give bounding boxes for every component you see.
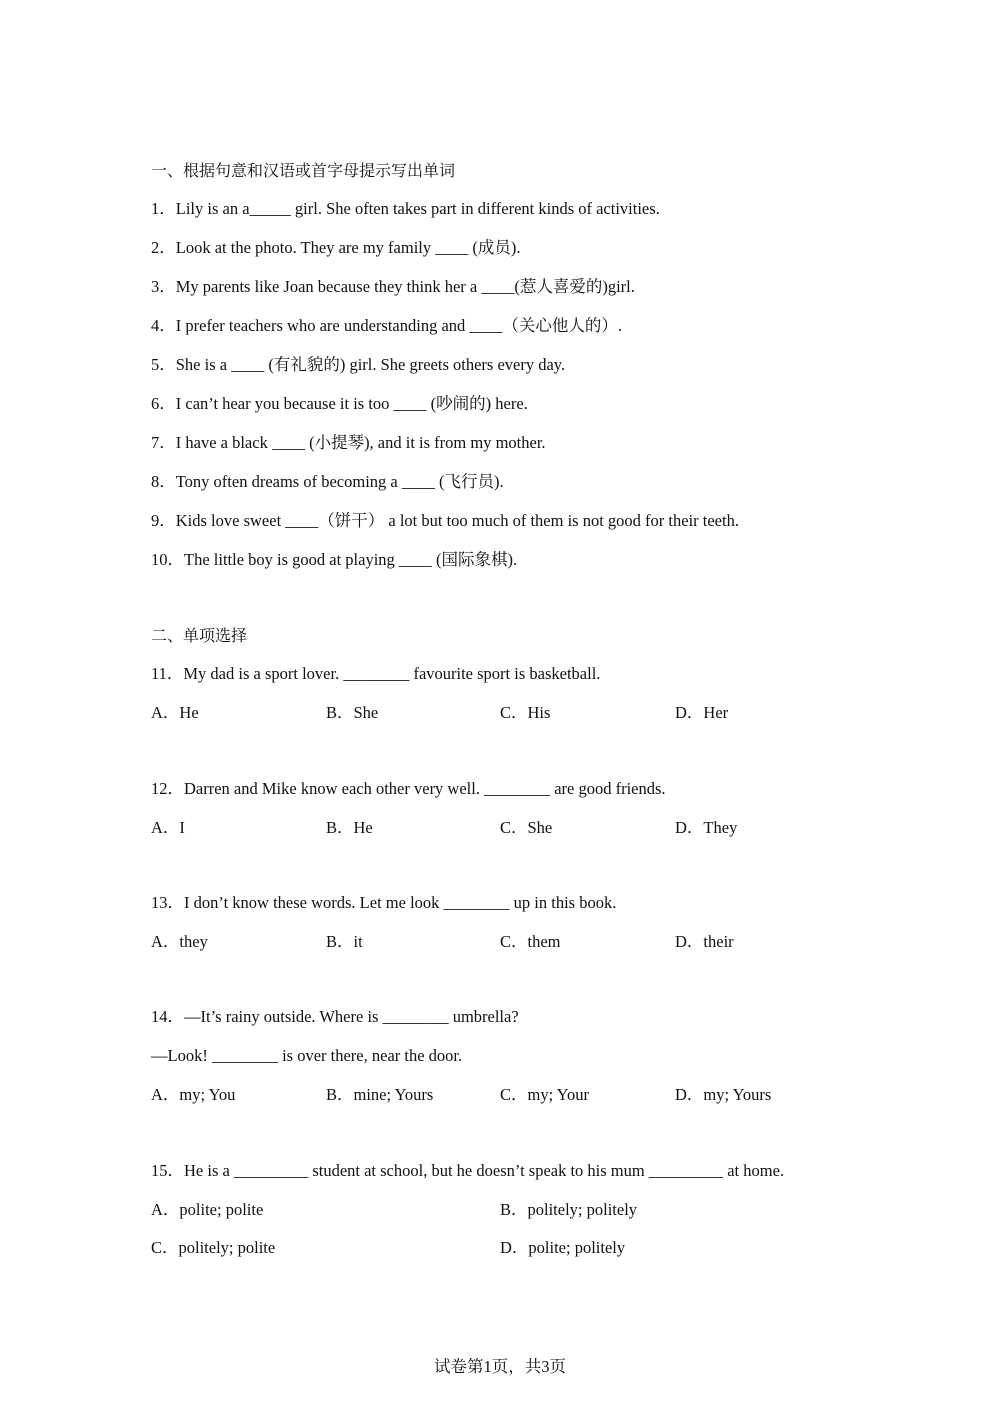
question-14-stem: 14．—It’s rainy outside. Where is ________ umbrella? [151, 1007, 519, 1026]
fill-item-10: 10．The little boy is good at playing ____ (国际象棋). [151, 550, 518, 569]
question-13-option-a: A．they [151, 932, 208, 951]
question-11-stem: 11．My dad is a sport lover. ________ favourite sport is basketball. [151, 664, 601, 683]
question-13-stem: 13．I don’t know these words. Let me look ________ up in this book. [151, 893, 617, 912]
question-15-stem: 15．He is a _________ student at school, but he doesn’t speak to his mum _________ at home. [151, 1161, 785, 1180]
question-14-option-d: D．my; Yours [675, 1085, 772, 1104]
fill-item-7: 7．I have a black ____ (小提琴), and it is from my mother. [151, 433, 546, 452]
question-11-option-c: C．His [500, 703, 551, 722]
question-12-stem: 12．Darren and Mike know each other very well. ________ are good friends. [151, 779, 666, 798]
question-11-option-d: D．Her [675, 703, 729, 722]
question-12-option-a: A．I [151, 818, 185, 837]
fill-item-4: 4．I prefer teachers who are understanding and ____（关心他人的）. [151, 316, 623, 335]
fill-item-5: 5．She is a ____ (有礼貌的) girl. She greets others every day. [151, 355, 566, 374]
fill-item-8: 8．Tony often dreams of becoming a ____ (飞行员). [151, 472, 504, 491]
question-13-option-b: B．it [326, 932, 363, 951]
question-15-option-a: A．polite; polite [151, 1200, 264, 1219]
question-12-option-c: C．She [500, 818, 553, 837]
section-1-heading: 一、根据句意和汉语或首字母提示写出单词 [151, 161, 456, 180]
fill-item-6: 6．I can’t hear you because it is too ____ (吵闹的) here. [151, 394, 528, 413]
question-11-option-b: B．She [326, 703, 379, 722]
fill-item-9: 9．Kids love sweet ____（饼干） a lot but too much of them is not good for their teeth. [151, 511, 739, 530]
question-13-option-d: D．their [675, 932, 734, 951]
fill-item-3: 3．My parents like Joan because they think her a ____(惹人喜爱的)girl. [151, 277, 635, 296]
question-11-option-a: A．He [151, 703, 199, 722]
question-14-option-c: C．my; Your [500, 1085, 589, 1104]
question-14-stem-reply: —Look! ________ is over there, near the door. [151, 1046, 463, 1065]
fill-item-2: 2．Look at the photo. They are my family ____ (成员). [151, 238, 521, 257]
question-15-option-c: C．politely; polite [151, 1238, 276, 1257]
question-12-option-b: B．He [326, 818, 373, 837]
question-14-option-b: B．mine; Yours [326, 1085, 434, 1104]
question-13-option-c: C．them [500, 932, 561, 951]
question-12-option-d: D．They [675, 818, 738, 837]
question-15-option-b: B．politely; politely [500, 1200, 638, 1219]
question-15-option-d: D．polite; politely [500, 1238, 626, 1257]
page-footer: 试卷第1页，共3页 [434, 1357, 566, 1376]
question-14-option-a: A．my; You [151, 1085, 236, 1104]
section-2-heading: 二、单项选择 [151, 626, 248, 645]
fill-item-1: 1．Lily is an a_____ girl. She often takes part in different kinds of activities. [151, 199, 660, 218]
